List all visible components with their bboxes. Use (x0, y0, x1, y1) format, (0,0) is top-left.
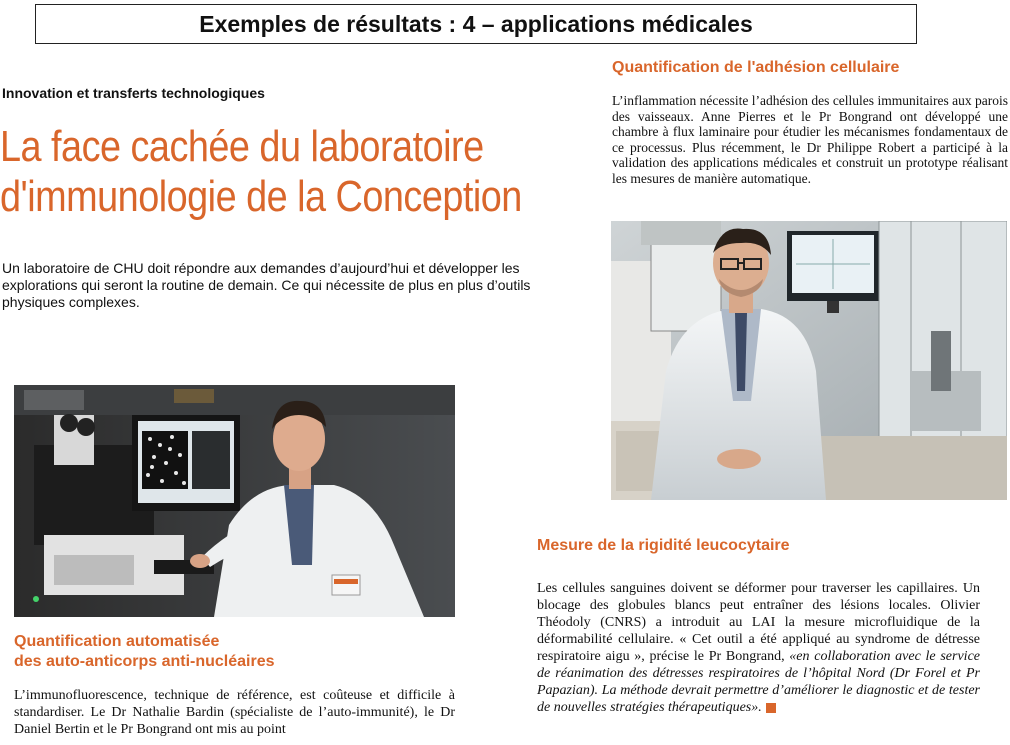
microscope-photo (14, 385, 455, 617)
banner-title: Exemples de résultats : 4 – applications médicales (35, 4, 917, 44)
article-kicker: Innovation et transferts technologiques (2, 85, 265, 101)
headline-line-2: d'immunologie de la Conception (0, 172, 522, 221)
section-anticorps-title-line-1: Quantification automatisée (14, 633, 220, 650)
article-lead: Un laboratoire de CHU doit répondre aux demandes d’aujourd’hui et développer les explorations qui seront la routine de demain. Ce qui nécessite de plus en plus d’outils physiques complexes. (2, 260, 531, 310)
section-rigidite-title: Mesure de la rigidité leucocytaire (537, 537, 790, 554)
lab-portrait-illustration (611, 221, 1007, 500)
section-anticorps-title-line-2: des auto-anticorps anti-nucléaires (14, 653, 275, 670)
section-adhesion-body: L’inflammation nécessite l’adhésion des cellules immunitaires aux parois des vaisseaux. Anne Pierres et le Pr Bongrand ont développé une chambre à flux laminaire pour étudier les mécanismes fondamentaux de ce processus. Plus récemment, le Dr Philippe Robert a participé à la validation des applications médicales et construit un prototype réalisant les mesures de manière automatique. (612, 93, 1008, 186)
section-adhesion-title: Quantification de l'adhésion cellulaire (612, 59, 900, 76)
article-headline (0, 122, 525, 222)
end-square-icon (766, 703, 776, 713)
section-anticorps-title (14, 632, 275, 672)
headline-line-1: La face cachée du laboratoire (0, 122, 484, 171)
section-rigidite-body (537, 580, 980, 716)
section-rigidite-body-plain: Les cellules sanguines doivent se déformer pour traverser les capillaires. Un blocage des globules blancs peut entraîner des lésions locales. Olivier Théodoly (CNRS) a introduit au LAI la mesure microfluidique de la déformabilité cellulaire. « Cet outil a été appliqué au syndrome de détresse respiratoire aigu », précise le Pr Bongrand, (537, 581, 980, 664)
section-rigidite-body-italic: «en collaboration avec le service de réanimation des détresses respiratoires de l’hôpital Nord (Dr Forel et Pr Papazian). La méthode devrait permettre d’améliorer le diagnostic et de tester de nouvelles stratégies thérapeutiques». (537, 649, 980, 715)
lab-portrait-photo (611, 221, 1007, 500)
section-anticorps-body: L’immunofluorescence, technique de référence, est coûteuse et difficile à standardiser. Le Dr Nathalie Bardin (spécialiste de l’auto-immunité), le Dr Daniel Bertin et le Pr Bongrand ont mis au point (14, 688, 455, 737)
microscope-illustration (14, 385, 455, 617)
